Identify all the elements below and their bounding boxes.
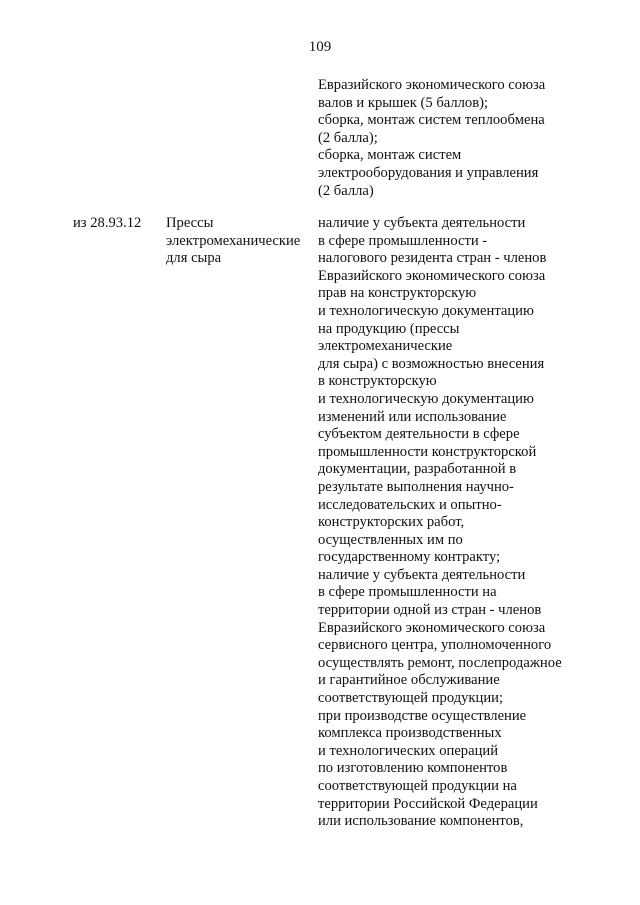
text-line: наличие у субъекта деятельности: [318, 215, 526, 231]
text-line: в конструкторскую: [318, 373, 437, 390]
okpd-code: из 28.93.12: [73, 215, 142, 231]
text-line: соответствующей продукции на: [318, 778, 517, 794]
text-line: результате выполнения научно-: [318, 478, 514, 495]
text-line: сборка, монтаж систем теплообмена: [318, 112, 545, 129]
text-line: электрооборудования и управления: [318, 164, 539, 181]
text-line: исследовательских и опытно-: [318, 496, 502, 513]
text-line: (2 балла): [318, 182, 374, 199]
text-line: территории одной из стран - членов: [318, 602, 542, 619]
text-line: конструкторских работ,: [318, 514, 465, 531]
text-line: валов и крышек (5 баллов);: [318, 94, 489, 111]
text-line: государственному контракту;: [318, 549, 501, 566]
text-line: по изготовлению компонентов: [318, 760, 508, 777]
text-line: наличие у субъекта деятельности: [318, 566, 526, 583]
text-line: сервисного центра, уполномоченного: [318, 637, 552, 654]
continued-requirements-cell: [318, 77, 545, 200]
text-line: соответствующей продукции;: [318, 690, 503, 707]
text-line: и технологическую документацию: [318, 302, 534, 319]
text-line: комплекса производственных: [318, 725, 502, 742]
text-line: налогового резидента стран - членов: [318, 250, 547, 267]
text-line: субъектом деятельности в сфере: [318, 426, 520, 443]
text-line: промышленности конструкторской: [318, 443, 537, 460]
text-line: осуществлять ремонт, послепродажное: [318, 654, 562, 671]
text-line: осуществленных им по: [318, 531, 463, 548]
product-name-cell: [166, 215, 300, 268]
text-line: и технологическую документацию: [318, 390, 534, 407]
text-line: прав на конструкторскую: [318, 285, 477, 302]
page-number: 109: [308, 39, 332, 55]
text-line: электромеханические: [318, 338, 453, 355]
text-line: для сыра) с возможностью внесения: [318, 355, 545, 372]
requirements-cell: [318, 215, 562, 831]
okpd-code-cell: [73, 215, 141, 233]
text-line: Евразийского экономического союза: [318, 77, 546, 93]
text-line: или использование компонентов,: [318, 813, 524, 830]
text-line: и гарантийное обслуживание: [318, 672, 500, 689]
text-line: сборка, монтаж систем: [318, 147, 462, 164]
text-line: (2 балла);: [318, 129, 378, 146]
text-line: Евразийского экономического союза: [318, 619, 546, 636]
text-line: для сыра: [166, 250, 222, 267]
text-line: при производстве осуществление: [318, 707, 527, 724]
text-line: в сфере промышленности -: [318, 232, 488, 249]
text-line: электромеханические: [166, 232, 301, 249]
text-line: Евразийского экономического союза: [318, 267, 546, 284]
text-line: Прессы: [166, 215, 214, 231]
text-line: в сфере промышленности на: [318, 584, 497, 601]
text-line: документации, разработанной в: [318, 461, 517, 478]
text-line: территории Российской Федерации: [318, 795, 538, 812]
text-line: и технологических операций: [318, 742, 498, 759]
text-line: на продукцию (прессы: [318, 320, 460, 337]
text-line: изменений или использование: [318, 408, 507, 425]
